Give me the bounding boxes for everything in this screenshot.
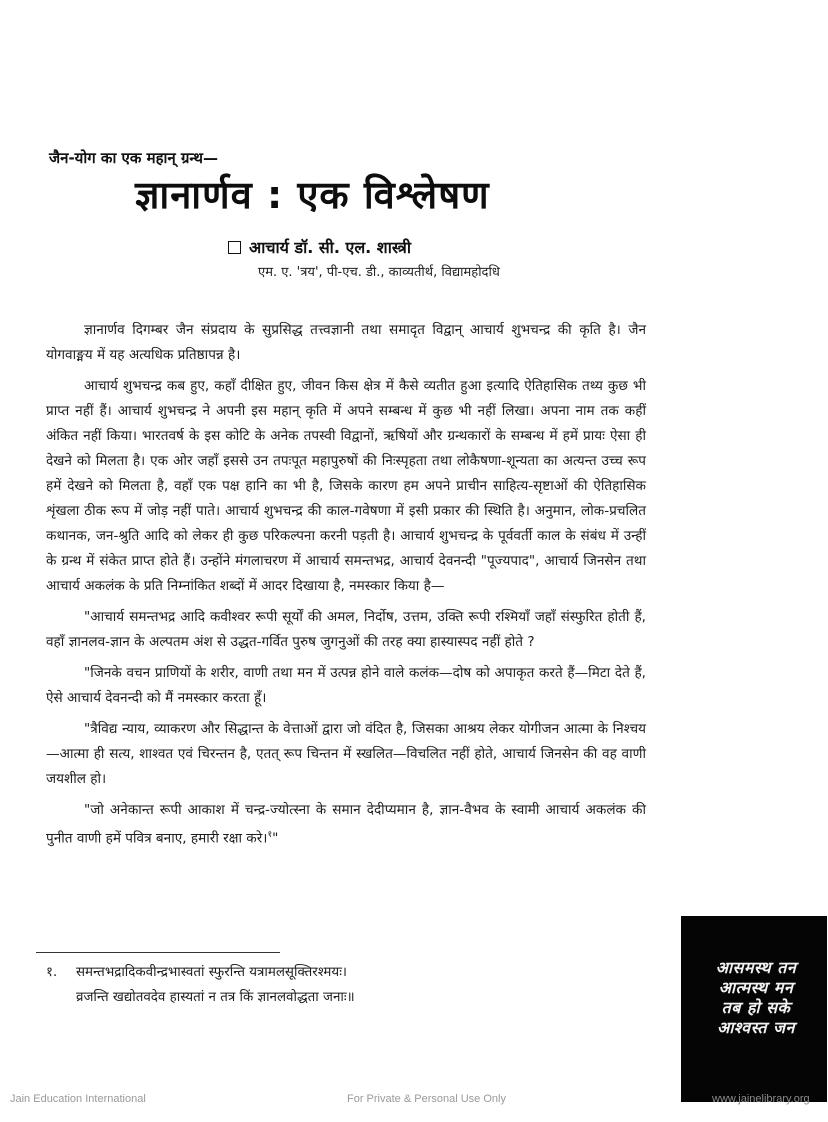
quote-paragraph: "आचार्य समन्तभद्र आदि कवीश्वर रूपी सूर्यों की अमल, निर्दोष, उत्तम, उक्ति रूपी रश्मियाँ जहाँ संस्फुरित होती हैं, वहाँ ज्ञानलव-ज्ञान के अल्पतम अंश से उद्धत-गर्वित पुरुष जुगनुओं की तरह क्या हास्यास्पद नहीं होते ? (46, 609, 646, 650)
footer-website-link[interactable]: www.jainelibrary.org (712, 1093, 810, 1105)
paragraph: ज्ञानार्णव दिगम्बर जैन संप्रदाय के सुप्रसिद्ध तत्त्वज्ञानी तथा समादृत विद्वान् आचार्य शुभचन्द्र की कृति है। जैन योगवाङ्मय में यह अत्यधिक प्रतिष्ठापन्न है। (46, 322, 646, 363)
footnote (46, 960, 646, 1010)
motto-line: तब हो सके (721, 998, 791, 1017)
paragraph: आचार्य शुभचन्द्र कब हुए, कहाँ दीक्षित हुए, जीवन किस क्षेत्र में कैसे व्यतीत हुआ इत्यादि ऐतिहासिक तथ्य कुछ भी प्राप्त नहीं हैं। आचार्य शुभचन्द्र ने अपनी इस महान् कृति में अपने सम्बन्ध में कुछ भी नहीं लिखा। अपना नाम तक कहीं अंकित नहीं किया। भारतवर्ष के इस कोटि के अनेक तपस्वी विद्वानों, ऋषियों और ग्रन्थकारों के सम्बन्ध में हमें प्रायः ऐसा ही देखने को मिलता है। एक ओर जहाँ इससे उन तपःपूत महापुरुषों की निःस्पृहता तथा लोकैषणा-शून्यता का अत्यन्त उच्च रूप हमें देखने को मिलता है, वहाँ एक पक्ष हानि का भी है, जिसके कारण हम अपने प्राचीन साहित्य-सृष्टाओं की ऐतिहासिक शृंखला ठीक रूप में जोड़ नहीं पाते। आचार्य शुभचन्द्र की काल-गवेषणा में इसी प्रकार की स्थिति है। अनुमान, लोक-प्रचलित कथानक, जन-श्रुति आदि को लेकर ही कुछ परिकल्पना करनी पड़ती है। आचार्य शुभचन्द्र के पूर्ववर्ती काल के संबंध में उन्हीं के ग्रन्थ में संकेत प्राप्त होते हैं। उन्होंने मंगलाचरण में आचार्य समन्तभद्र, आचार्य देवनन्दी "पूज्यपाद", आचार्य जिनसेन तथा आचार्य अकलंक के प्रति निम्नांकित शब्दों में आदर दिखाया है, नमस्कार किया है— (46, 378, 646, 594)
article-kicker: जैन-योग का एक महान् ग्रन्थ— (49, 149, 219, 167)
motto-line: आत्मस्थ मन (718, 978, 794, 997)
quote-paragraph (46, 798, 646, 852)
author-name: आचार्य डॉ. सी. एल. शास्त्री (249, 238, 412, 257)
motto-line: आश्वस्त जन (717, 1018, 795, 1037)
footnote-separator (36, 952, 280, 953)
motto-box (681, 916, 827, 1102)
motto-text (691, 958, 821, 1038)
article-title: ज्ञानार्णव : एक विश्लेषण (135, 173, 490, 217)
quote-text: "जो अनेकान्त रूपी आकाश में चन्द्र-ज्योत्स्ना के समान देदीप्यमान है, ज्ञान-वैभव के स्वामी आचार्य अकलंक की पुनीत वाणी हमें पवित्र बनाए, हमारी रक्षा करे। (46, 802, 646, 847)
footer-usage-note: For Private & Personal Use Only (347, 1093, 506, 1105)
motto-line: आसमस्थ तन (715, 958, 797, 977)
author-line (228, 236, 411, 258)
article-body (46, 318, 646, 858)
quote-paragraph: "जिनके वचन प्राणियों के शरीर, वाणी तथा मन में उत्पन्न होने वाले कलंक—दोष को अपाकृत करते हैं—मिटा देते हैं, ऐसे आचार्य देवनन्दी को मैं नमस्कार करता हूँ। (46, 665, 646, 706)
footnote-number: १. (46, 965, 58, 980)
square-bullet-icon (228, 241, 241, 254)
author-credentials: एम. ए. 'त्रय', पी-एच. डी., काव्यतीर्थ, विद्यामहोदधि (258, 265, 500, 280)
footnote-verse-1: समन्तभद्रादिकवीन्द्रभास्वतां स्फुरन्ति यत्रामलसूक्तिरश्मयः। (76, 965, 347, 980)
footer-publisher: Jain Education International (10, 1093, 146, 1105)
footnote-line-1 (46, 960, 646, 985)
footnote-marker[interactable]: १ (267, 830, 273, 840)
footnote-line-2: व्रजन्ति खद्योतवदेव हास्यतां न तत्र किं ज्ञानलवोद्धता जनाः॥ (76, 990, 355, 1005)
quote-paragraph: "त्रैविद्य न्याय, व्याकरण और सिद्धान्त के वेत्ताओं द्वारा जो वंदित है, जिसका आश्रय लेकर योगीजन आत्मा के निश्चय—आत्मा ही सत्य, शाश्वत एवं चिरन्तन है, एतत् रूप चिन्तन में स्खलित—विचलित नहीं होते, आचार्य जिनसेन की वह वाणी जयशील हो। (46, 721, 646, 787)
closing-quote: " (272, 830, 279, 847)
